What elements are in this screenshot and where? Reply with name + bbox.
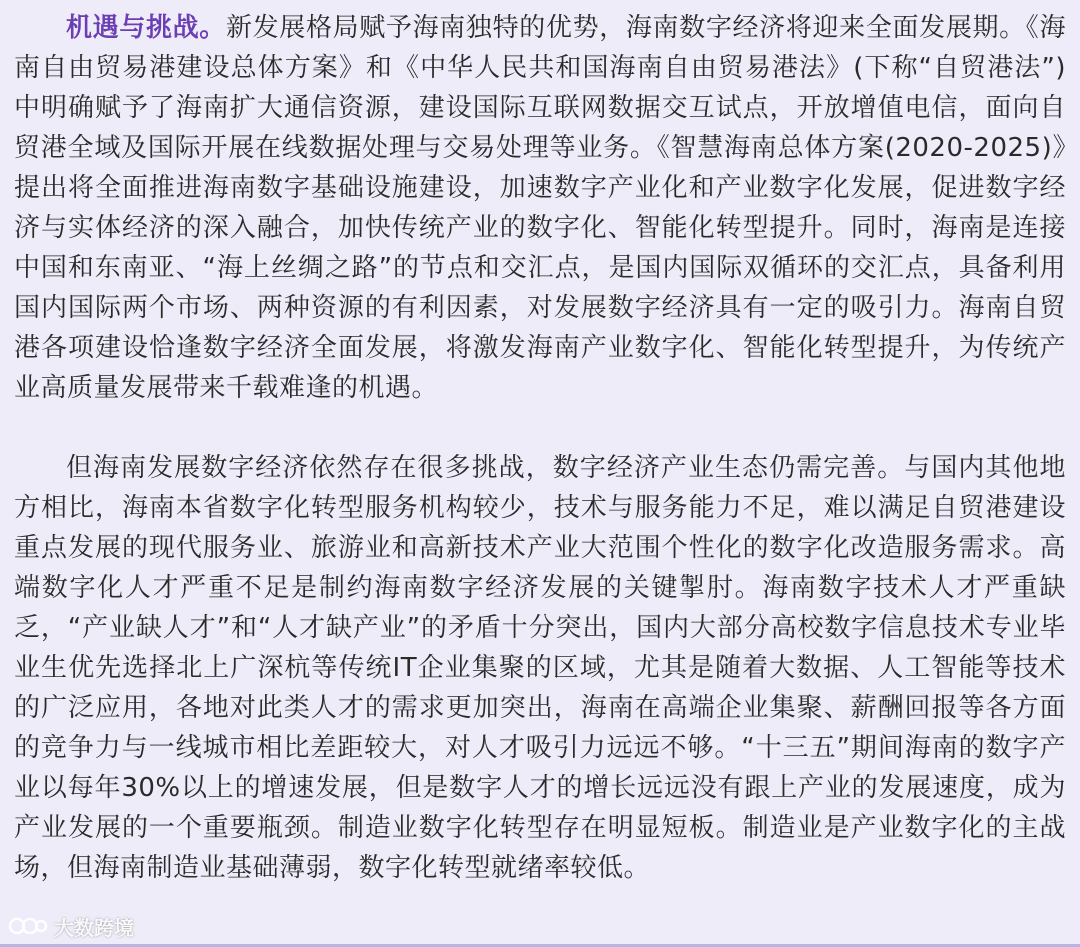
logo-icon: [8, 914, 48, 938]
watermark: [8, 912, 134, 940]
watermark-text: 大数跨境: [54, 915, 134, 940]
paragraph-opportunities: [14, 8, 1066, 408]
paragraph-challenges: [14, 448, 1066, 888]
paragraph-lead-heading: 机遇与挑战。: [66, 13, 226, 43]
paragraph-text: 但海南发展数字经济依然存在很多挑战，数字经济产业生态仍需完善。与国内其他地方相比，海南本省数字化转型服务机构较少，技术与服务能力不足，难以满足自贸港建设重点发展的现代服务业、旅游业和高新技术产业大范围个性化的数字化改造服务需求。高端数字化人才严重不足是制约海南数字经济发展的关键掣肘。海南数字技术人才严重缺乏，“产业缺人才”和“人才缺产业”的矛盾十分突出，国内大部分高校数字信息技术专业毕业生优先选择北上广深杭等传统IT企业集聚的区域，尤其是随着大数据、人工智能等技术的广泛应用，各地对此类人才的需求更加突出，海南在高端企业集聚、薪酬回报等各方面的竞争力与一线城市相比差距较大，对人才吸引力远远不够。“十三五”期间海南的数字产业以每年30%以上的增速发展，但是数字人才的增长远远没有跟上产业的发展速度，成为产业发展的一个重要瓶颈。制造业数字化转型存在明显短板。制造业是产业数字化的主战场，但海南制造业基础薄弱，数字化转型就绪率较低。: [14, 453, 1066, 883]
paragraph-text: 新发展格局赋予海南独特的优势，海南数字经济将迎来全面发展期。《海南自由贸易港建设总体方案》和《中华人民共和国海南自由贸易港法》(下称“自贸港法”)中明确赋予了海南扩大通信资源，建设国际互联网数据交互试点，开放增值电信，面向自贸港全域及国际开展在线数据处理与交易处理等业务。《智慧海南总体方案(2020-2025)》提出将全面推进海南数字基础设施建设，加速数字产业化和产业数字化发展，促进数字经济与实体经济的深入融合，加快传统产业的数字化、智能化转型提升。同时，海南是连接中国和东南亚、“海上丝绸之路”的节点和交汇点，是国内国际双循环的交汇点，具备利用国内国际两个市场、两种资源的有利因素，对发展数字经济具有一定的吸引力。海南自贸港各项建设恰逢数字经济全面发展，将激发海南产业数字化、智能化转型提升，为传统产业高质量发展带来千载难逢的机遇。: [14, 13, 1066, 403]
